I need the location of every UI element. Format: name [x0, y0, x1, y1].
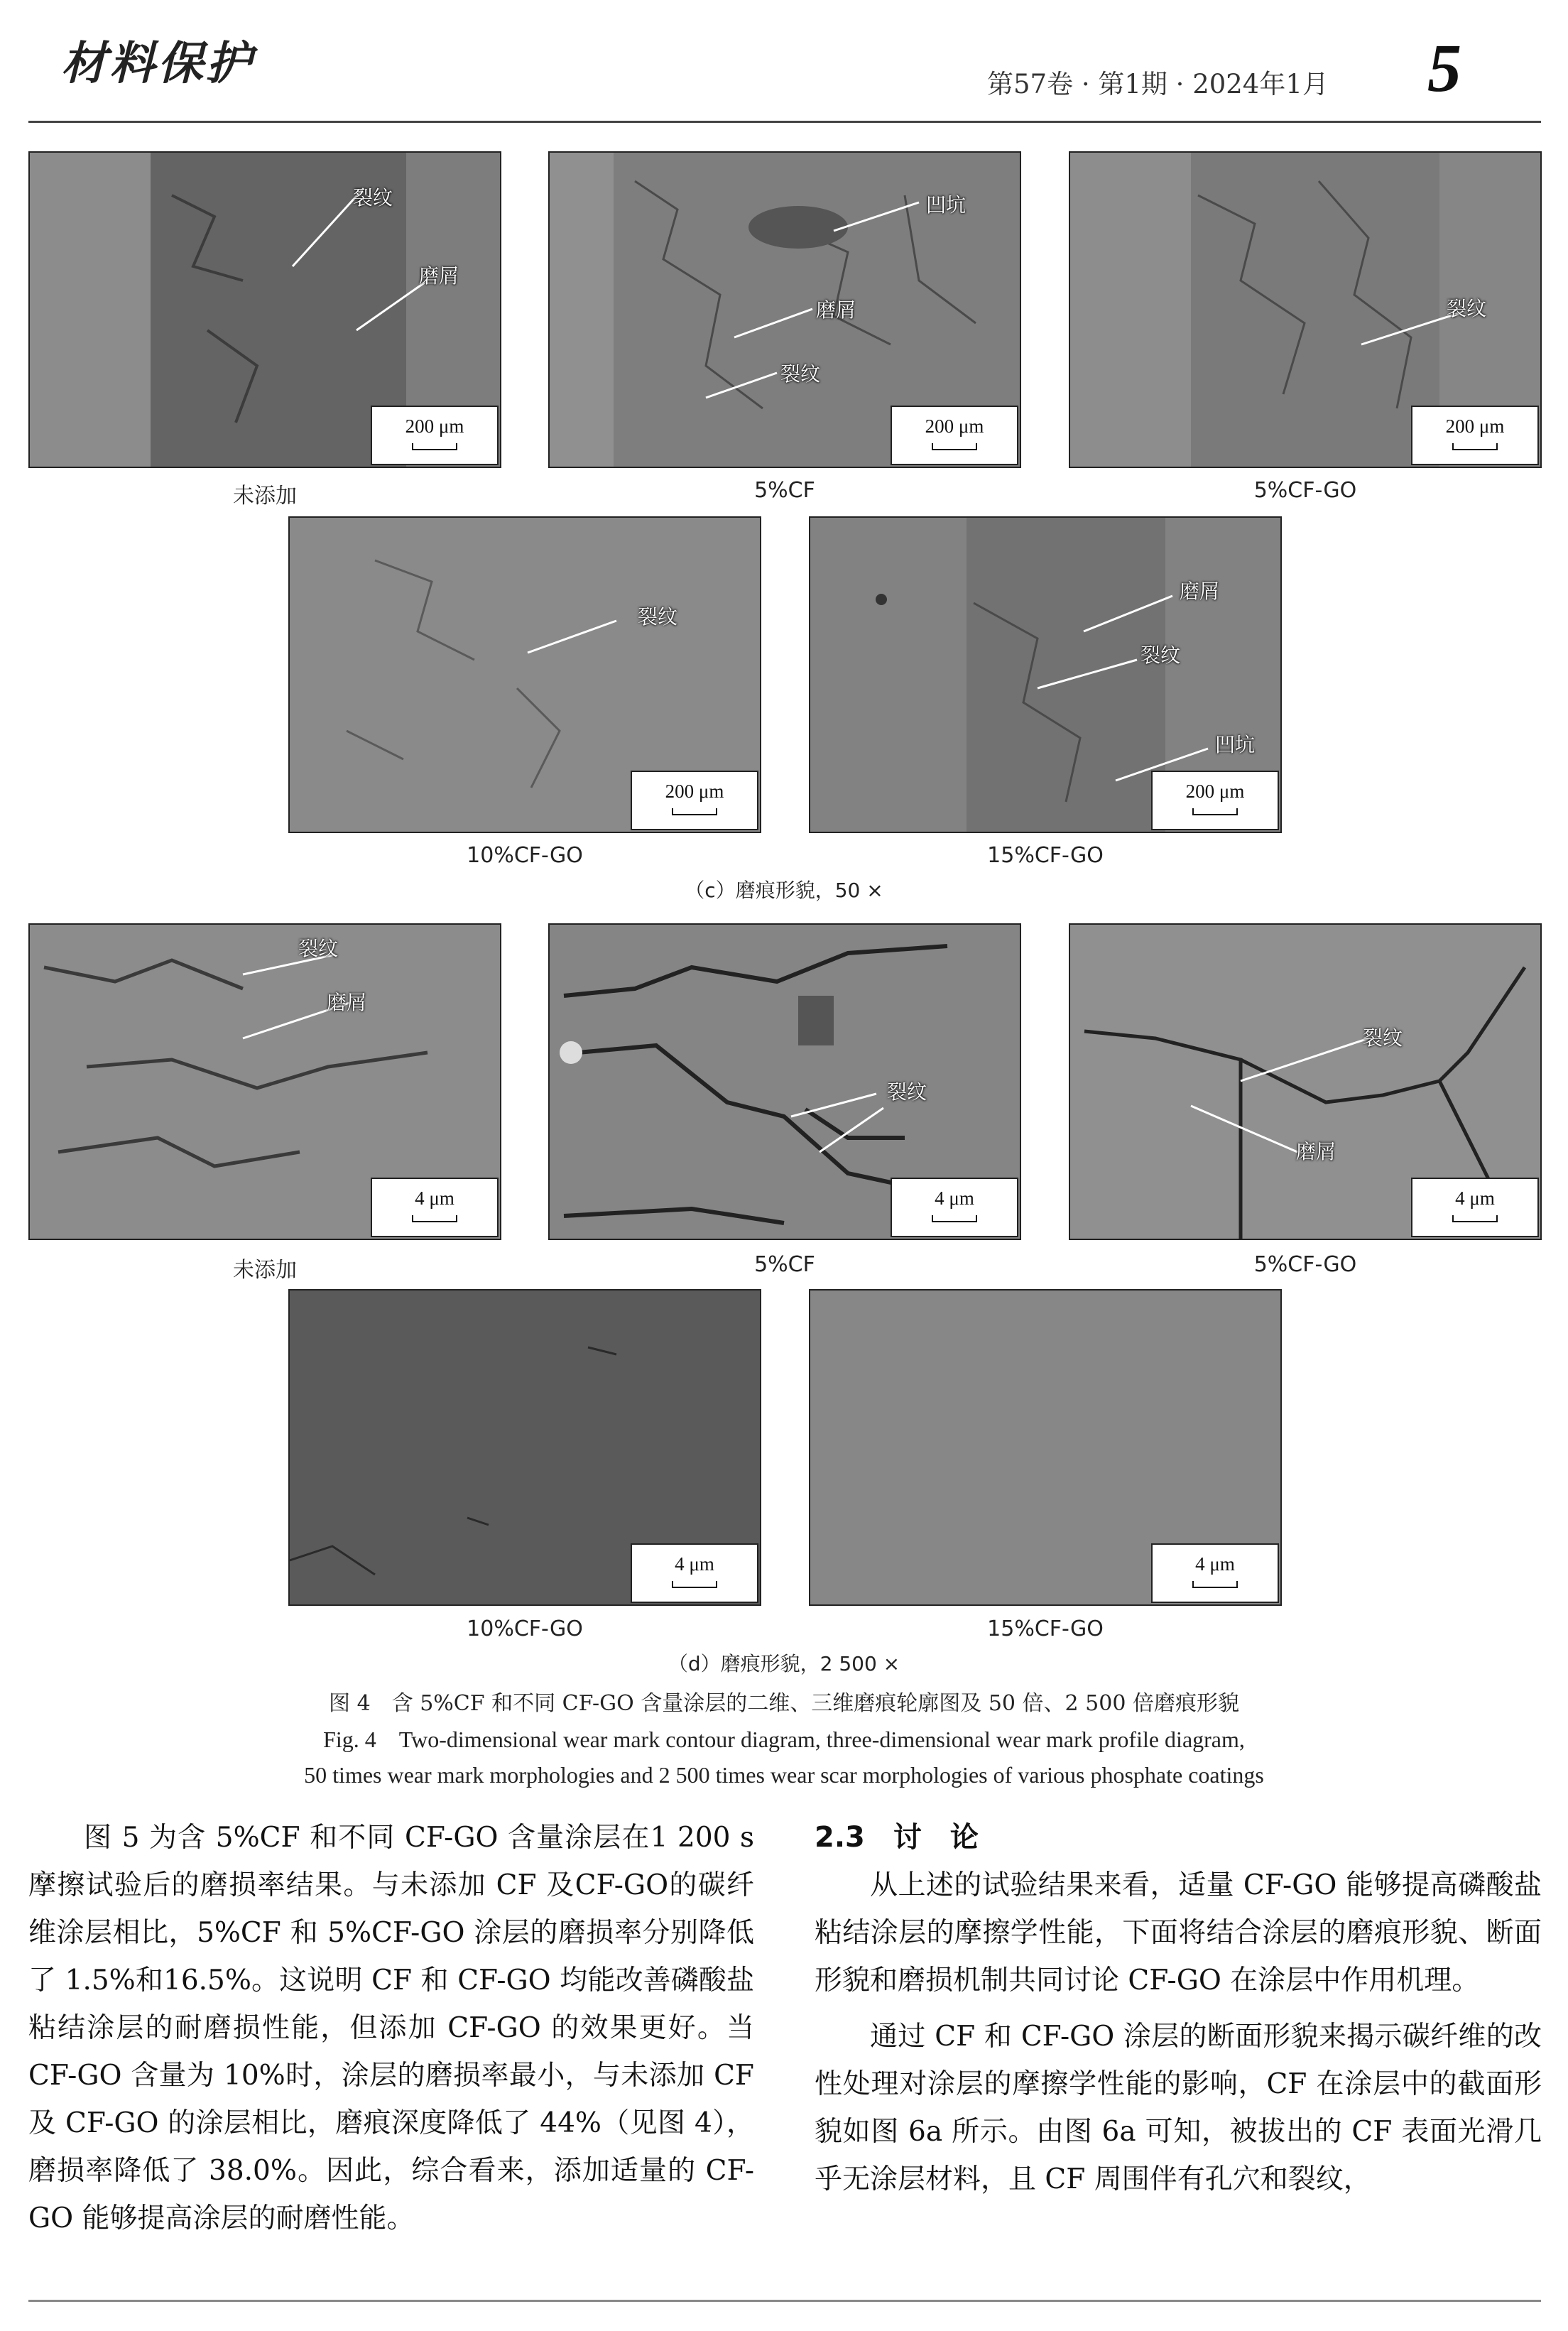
annotation-label: 裂纹 — [780, 362, 821, 386]
scale-bar: 200 μm — [1411, 406, 1539, 465]
annotation-label: 裂纹 — [298, 937, 339, 960]
issue-info: 第57卷 · 第1期 · 2024年1月 — [987, 69, 1329, 99]
scale-bar: 4 μm — [1411, 1178, 1539, 1237]
right-column — [815, 1814, 1542, 2203]
annotation-label: 磨屑 — [1296, 1140, 1336, 1163]
subfigure-caption-c: （c）磨痕形貌，50 × — [685, 879, 883, 902]
sem-panel-c-2 — [548, 151, 1021, 468]
panel-caption: 5%CF-GO — [1253, 1252, 1357, 1277]
panel-caption: 15%CF-GO — [987, 843, 1104, 868]
header-rule — [28, 121, 1541, 123]
scale-bar: 200 μm — [1151, 771, 1279, 830]
annotation-label: 凹坑 — [1215, 733, 1256, 756]
sem-panel-c-1 — [28, 151, 501, 468]
panel-caption: 未添加 — [233, 1258, 297, 1283]
scale-bar: 4 μm — [891, 1178, 1018, 1237]
scale-bar: 4 μm — [371, 1178, 499, 1237]
annotation-label: 磨屑 — [419, 264, 459, 288]
body-paragraph: 从上述的试验结果来看，适量 CF-GO 能够提高磷酸盐粘结涂层的摩擦学性能，下面将结合涂层的磨痕形貌、断面形貌和磨损机制共同讨论 CF-GO 在涂层中作用机理。 — [815, 1869, 1542, 1996]
scale-bar: 200 μm — [891, 406, 1018, 465]
panel-caption: 10%CF-GO — [467, 1617, 583, 1641]
annotation-label: 磨屑 — [1180, 580, 1220, 603]
sem-panel-d-2 — [548, 923, 1021, 1240]
sem-panel-c-4 — [288, 516, 761, 833]
scale-bar: 200 μm — [371, 406, 499, 465]
panel-caption: 5%CF — [754, 1252, 815, 1277]
left-column — [28, 1814, 754, 2242]
footer-rule — [28, 2300, 1541, 2302]
sem-panel-d-3 — [1069, 923, 1542, 1240]
sem-panel-d-1 — [28, 923, 501, 1240]
section-heading: 2.3 讨 论 — [815, 1821, 979, 1854]
annotation-label: 磨屑 — [327, 991, 367, 1014]
journal-title: 材料保护 — [61, 37, 254, 90]
annotation-label: 磨屑 — [816, 298, 856, 322]
annotation-label: 裂纹 — [1363, 1026, 1403, 1050]
figure-caption-cn: 图 4 含 5%CF 和不同 CF-GO 含量涂层的二维、三维磨痕轮廓图及 50 倍、2 500 倍磨痕形貌 — [329, 1691, 1239, 1716]
scale-bar: 4 μm — [1151, 1543, 1279, 1603]
sem-panel-c-5 — [809, 516, 1282, 833]
scale-bar: 4 μm — [631, 1543, 758, 1603]
annotation-label: 裂纹 — [887, 1080, 927, 1104]
panel-caption: 5%CF-GO — [1253, 478, 1357, 503]
body-paragraph: 图 5 为含 5%CF 和不同 CF-GO 含量涂层在1 200 s 摩擦试验后的磨损率结果。与未添加 CF 及CF-GO的碳纤维涂层相比，5%CF 和 5%CF-GO 涂层的磨损率分别降低了 1.5%和16.5%。这说明 CF 和 CF-GO 均能改善磷酸盐粘结涂层的耐磨损性能，但添加 CF-GO 的效果更好。当 CF-GO 含量为 10%时，涂层的磨损率最小，与未添加 CF 及 CF-GO 的涂层相比，磨痕深度降低了 44%（见图 4），磨损率降低了 38.0%。因此，综合看来，添加适量的 CF-GO 能够提高涂层的耐磨性能。 — [28, 1822, 754, 2234]
annotation-label: 裂纹 — [1140, 643, 1181, 667]
body-paragraph: 通过 CF 和 CF-GO 涂层的断面形貌来揭示碳纤维的改性处理对涂层的摩擦学性能的影响，CF 在涂层中的截面形貌如图 6a 所示。由图 6a 可知，被拔出的 CF 表面光滑几乎无涂层材料，且 CF 周围伴有孔穴和裂纹， — [815, 2021, 1542, 2195]
subfigure-caption-d: （d）磨痕形貌，2 500 × — [668, 1652, 900, 1675]
sem-panel-d-4 — [288, 1289, 761, 1606]
scale-bar: 200 μm — [631, 771, 758, 830]
panel-caption: 5%CF — [754, 478, 815, 503]
page-number: 5 — [1427, 30, 1461, 106]
annotation-label: 凹坑 — [926, 193, 967, 217]
panel-caption: 15%CF-GO — [987, 1617, 1104, 1641]
annotation-label: 裂纹 — [638, 605, 678, 629]
sem-panel-d-5 — [809, 1289, 1282, 1606]
panel-caption: 未添加 — [233, 484, 297, 509]
sem-panel-c-3 — [1069, 151, 1542, 468]
annotation-label: 裂纹 — [1447, 297, 1487, 320]
annotation-label: 裂纹 — [353, 186, 393, 210]
panel-caption: 10%CF-GO — [467, 843, 583, 868]
figure-caption-en-2: 50 times wear mark morphologies and 2 500 times wear scar morphologies of various phosphate coatings — [304, 1762, 1264, 1788]
figure-caption-en-1: Fig. 4 Two-dimensional wear mark contour diagram, three-dimensional wear mark profile diagram, — [323, 1727, 1245, 1752]
